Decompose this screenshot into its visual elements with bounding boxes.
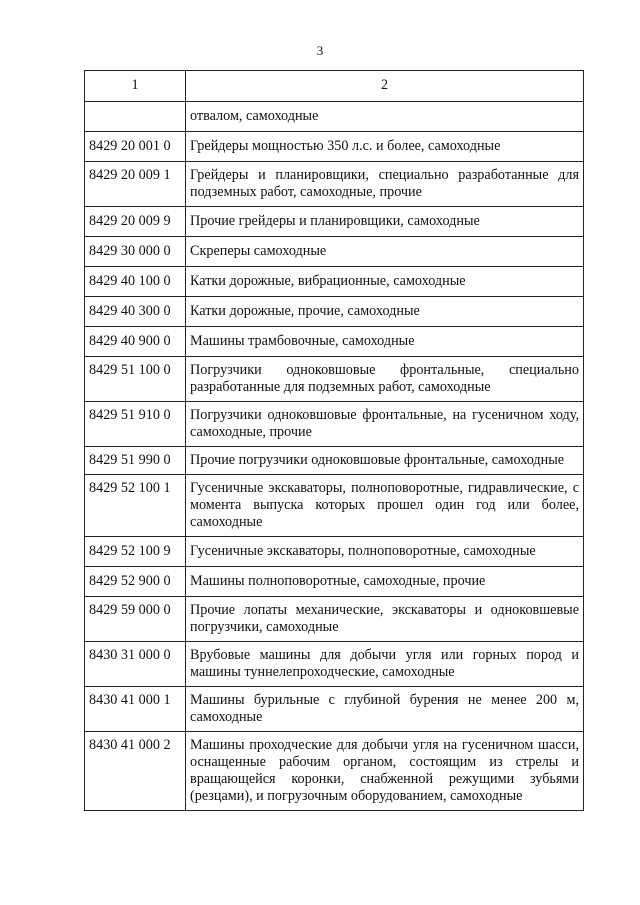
table-row [85, 237, 584, 267]
column-header-2: 2 [186, 71, 584, 102]
row-description: Грейдеры и планировщики, специально разработанные для подземных работ, самоходные, прочие [186, 162, 584, 207]
table-row [85, 327, 584, 357]
row-description: Погрузчики одноковшовые фронтальные, специально разработанные для подземных работ, самоходные [186, 357, 584, 402]
row-code: 8429 52 100 1 [85, 475, 186, 537]
row-code: 8430 31 000 0 [85, 642, 186, 687]
row-description: отвалом, самоходные [186, 102, 584, 132]
table-row [85, 267, 584, 297]
row-code: 8429 59 000 0 [85, 597, 186, 642]
row-description: Гусеничные экскаваторы, полноповоротные, гидравлические, с момента выпуска которых прошел один год или более, самоходные [186, 475, 584, 537]
row-description: Прочие лопаты механические, экскаваторы и одноковшевые погрузчики, самоходные [186, 597, 584, 642]
row-code: 8429 40 100 0 [85, 267, 186, 297]
table-row [85, 537, 584, 567]
row-description: Прочие погрузчики одноковшовые фронтальные, самоходные [186, 447, 584, 475]
row-description: Погрузчики одноковшовые фронтальные, на гусеничном ходу, самоходные, прочие [186, 402, 584, 447]
row-code: 8429 20 009 1 [85, 162, 186, 207]
row-description: Катки дорожные, вибрационные, самоходные [186, 267, 584, 297]
table-header-row [85, 71, 584, 102]
table-row [85, 297, 584, 327]
row-code: 8430 41 000 1 [85, 687, 186, 732]
row-code: 8429 51 990 0 [85, 447, 186, 475]
table-row [85, 687, 584, 732]
row-description: Грейдеры мощностью 350 л.с. и более, самоходные [186, 132, 584, 162]
row-code: 8429 20 001 0 [85, 132, 186, 162]
table-row [85, 732, 584, 811]
table-row [85, 102, 584, 132]
row-description: Машины трамбовочные, самоходные [186, 327, 584, 357]
row-code: 8429 30 000 0 [85, 237, 186, 267]
row-description: Гусеничные экскаваторы, полноповоротные, самоходные [186, 537, 584, 567]
row-code: 8429 51 910 0 [85, 402, 186, 447]
row-code: 8429 40 900 0 [85, 327, 186, 357]
table-row [85, 567, 584, 597]
row-description: Скреперы самоходные [186, 237, 584, 267]
row-code: 8430 41 000 2 [85, 732, 186, 811]
table-row [85, 357, 584, 402]
table-row [85, 162, 584, 207]
row-code: 8429 20 009 9 [85, 207, 186, 237]
table-row [85, 642, 584, 687]
row-description: Машины полноповоротные, самоходные, прочие [186, 567, 584, 597]
row-code [85, 102, 186, 132]
row-code: 8429 52 100 9 [85, 537, 186, 567]
row-code: 8429 51 100 0 [85, 357, 186, 402]
table-row [85, 402, 584, 447]
table-row [85, 447, 584, 475]
table-row [85, 475, 584, 537]
document-table [84, 70, 584, 811]
row-description: Прочие грейдеры и планировщики, самоходные [186, 207, 584, 237]
column-header-1: 1 [85, 71, 186, 102]
table-row [85, 207, 584, 237]
row-description: Врубовые машины для добычи угля или горных пород и машины туннелепроходческие, самоходные [186, 642, 584, 687]
table-row [85, 597, 584, 642]
row-description: Катки дорожные, прочие, самоходные [186, 297, 584, 327]
row-code: 8429 40 300 0 [85, 297, 186, 327]
page-number: 3 [316, 43, 324, 58]
row-description: Машины бурильные с глубиной бурения не менее 200 м, самоходные [186, 687, 584, 732]
table-row [85, 132, 584, 162]
row-description: Машины проходческие для добычи угля на гусеничном шасси, оснащенные рабочим органом, состоящим из стрелы и вращающейся коронки, снабженной режущими зубьями (резцами), и погрузочным оборудованием, самоходные [186, 732, 584, 811]
row-code: 8429 52 900 0 [85, 567, 186, 597]
